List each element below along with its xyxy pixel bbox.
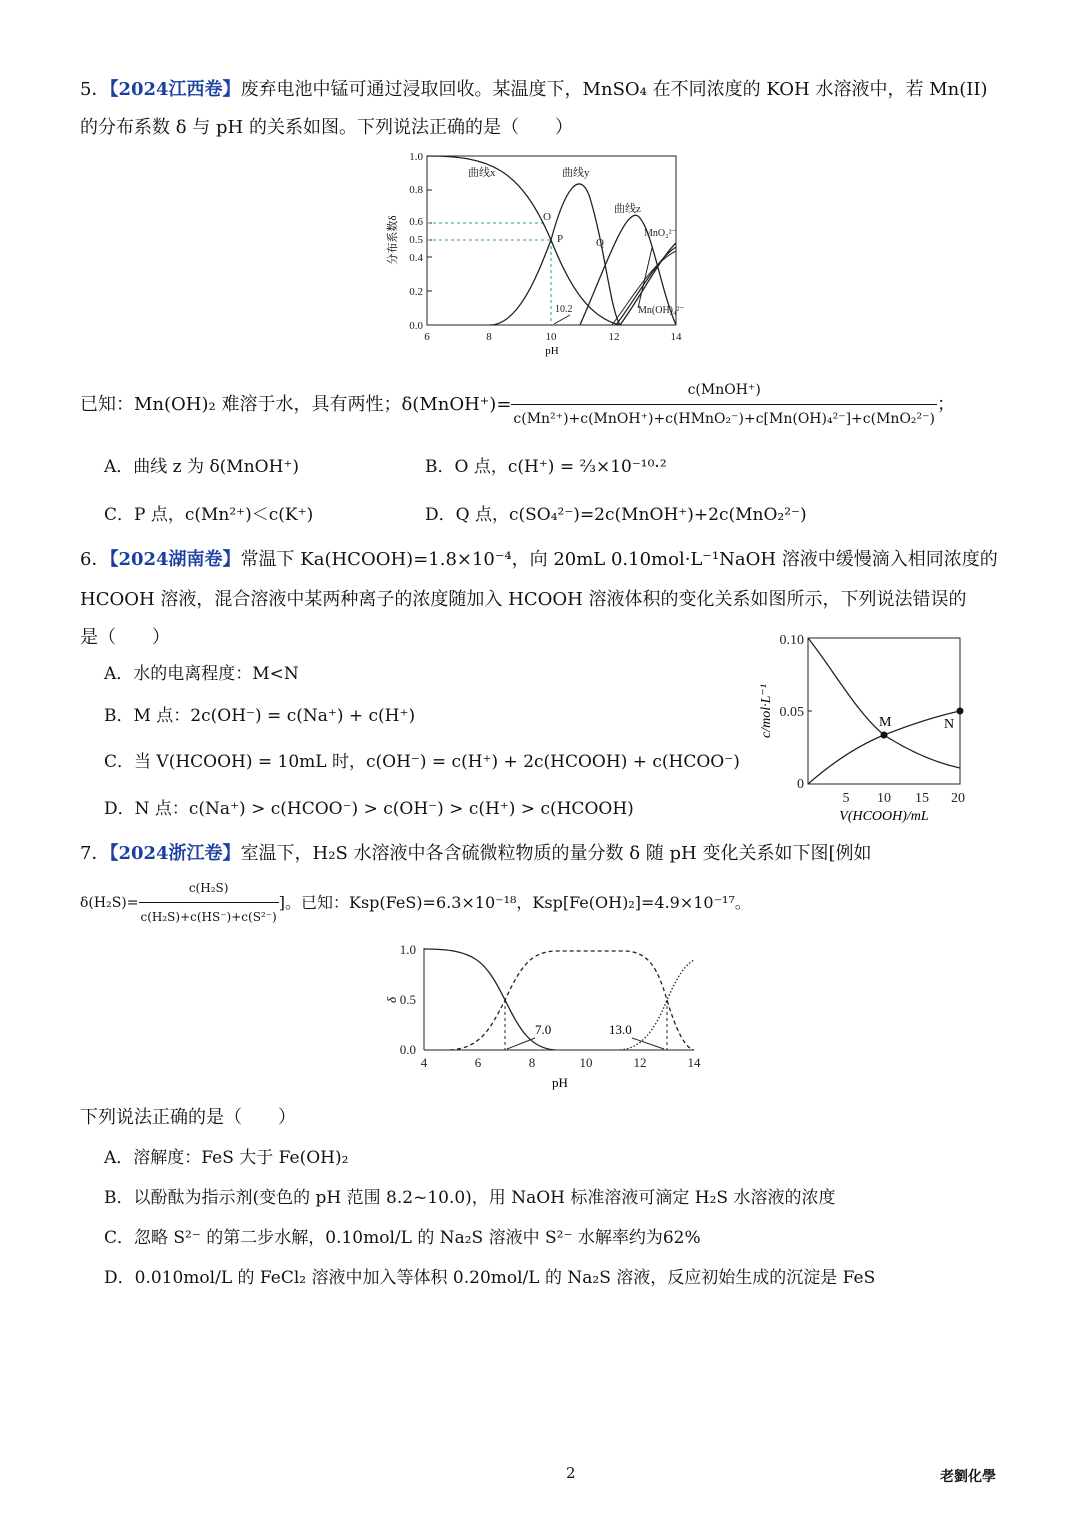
q5-known xyxy=(80,378,955,431)
q5-known-den: c(Mn²⁺)+c(MnOH⁺)+c(HMnO₂⁻)+c[Mn(OH)₄²⁻]+c(MnO₂²⁻) xyxy=(511,404,937,431)
q5-stem-line2: 的分布系数 δ 与 pH 的关系如图。下列说法正确的是（ ） xyxy=(80,117,573,138)
q7-def-fraction xyxy=(139,876,279,929)
q7-option-b[interactable]: B．以酚酞为指示剂(变色的 pH 范围 8.2~10.0)，用 NaOH 标准溶液可滴定 H₂S 水溶液的浓度 xyxy=(104,1188,836,1208)
q5-known-num: c(MnOH⁺) xyxy=(687,382,761,398)
q5-known-fraction xyxy=(511,378,937,431)
q5-ytick-10: 1.0 xyxy=(409,151,423,163)
q7-option-d[interactable]: D．0.010mol/L 的 FeCl₂ 溶液中加入等体积 0.20mol/L 的 Na₂S 溶液，反应初始生成的沉淀是 FeS xyxy=(104,1268,876,1288)
q5-option-c[interactable]: C．P 点，c(Mn²⁺)＜c(K⁺) xyxy=(104,505,314,525)
q5-label-mnoh4: Mn(OH)₄²⁻ xyxy=(638,305,685,316)
footer-brand: 老劉化學 xyxy=(940,1469,996,1485)
q6-xlabel: V(HCOOH)/mL xyxy=(839,809,929,824)
q7-ytick-10: 1.0 xyxy=(399,942,416,957)
q6-option-c[interactable]: C．当 V(HCOOH) = 10mL 时，c(OH⁻) = c(H⁺) + 2c(HCOOH) + c(HCOO⁻) xyxy=(104,752,740,772)
q7-source: 【2024浙江卷】 xyxy=(109,843,241,864)
q6-option-d[interactable]: D．N 点：c(Na⁺) > c(HCOO⁻) > c(OH⁻) > c(H⁺) > c(HCOOH) xyxy=(104,799,634,819)
q6-xtick-15: 15 xyxy=(915,791,929,806)
q7-arrow-13 xyxy=(632,1038,664,1049)
q7-def-den: c(H₂S)+c(HS⁻)+c(S²⁻) xyxy=(139,902,279,929)
q5-option-d[interactable]: D．Q 点，c(SO₄²⁻)=2c(MnOH⁺)+2c(MnO₂²⁻) xyxy=(425,505,807,525)
q7-ytick-05: 0.5 xyxy=(399,992,416,1007)
q5-label-y: 曲线y xyxy=(562,167,590,179)
q5-option-b[interactable]: B．O 点，c(H⁺) = ⅔×10⁻¹⁰·² xyxy=(425,457,667,477)
q7-xtick-6: 6 xyxy=(474,1055,482,1070)
q7-def-prefix: δ(H₂S)= xyxy=(80,894,139,911)
q6-point-n: N xyxy=(944,717,955,732)
q5-label-x: 曲线x xyxy=(468,167,496,179)
q6-chart xyxy=(752,628,982,828)
q6-point-m-dot xyxy=(881,732,888,739)
q5-number: 5． xyxy=(80,79,110,100)
q5-ytick-02: 0.2 xyxy=(409,286,423,298)
q5-stem1: 废弃电池中锰可通过浸取回收。某温度下，MnSO₄ 在不同浓度的 KOH 水溶液中，若 Mn(II) xyxy=(240,79,988,100)
q6-xtick-5: 5 xyxy=(842,791,850,806)
q7-xtick-12: 12 xyxy=(633,1055,647,1070)
q5-stem-line1 xyxy=(80,78,987,102)
q7-xtick-10: 10 xyxy=(579,1055,593,1070)
q7-stem-line2: 下列说法正确的是（ ） xyxy=(80,1107,296,1128)
q6-option-a[interactable]: A．水的电离程度：M<N xyxy=(104,664,299,684)
q5-source: 【2024江西卷】 xyxy=(109,79,241,100)
q5-guide-lines xyxy=(427,223,551,325)
q6-stem-line3: 是（ ） xyxy=(80,627,170,648)
q7-annotation-13: 13.0 xyxy=(609,1022,632,1037)
q5-point-Q: Q xyxy=(596,237,604,249)
q5-known-prefix: 已知：Mn(OH)₂ 难溶于水，具有两性；δ(MnOH⁺)= xyxy=(80,393,512,415)
q5-ytick-0: 0.0 xyxy=(409,320,423,332)
q7-definition xyxy=(80,876,751,929)
q6-stem-line2: HCOOH 溶液，混合溶液中某两种离子的浓度随加入 HCOOH 溶液体积的变化关系如图所示，下列说法错误的 xyxy=(80,589,967,610)
q5-annotation: 10.2 xyxy=(555,304,573,315)
q6-ylabel: c/mol·L⁻¹ xyxy=(759,684,774,738)
q6-ytick-0: 0 xyxy=(797,777,804,792)
q5-ytick-05: 0.5 xyxy=(409,234,423,246)
q5-option-a[interactable]: A．曲线 z 为 δ(MnOH⁺) xyxy=(104,457,300,477)
q5-xtick-12: 12 xyxy=(608,331,620,343)
q6-ytick-010: 0.10 xyxy=(779,633,804,648)
q5-point-P: P xyxy=(557,233,564,245)
q5-ylabel: 分布系数δ xyxy=(387,215,399,265)
q7-number: 7． xyxy=(80,843,110,864)
q5-ytick-04: 0.4 xyxy=(409,252,423,264)
q7-ytick-0: 0.0 xyxy=(399,1042,416,1057)
q7-def-num: c(H₂S) xyxy=(188,881,229,895)
q7-xtick-14: 14 xyxy=(687,1055,701,1070)
q5-xtick-8: 8 xyxy=(486,331,492,343)
q7-annotation-7: 7.0 xyxy=(535,1022,552,1037)
q7-curve-hs xyxy=(450,951,694,1050)
q5-label-z: 曲线z xyxy=(614,203,641,215)
q6-option-b[interactable]: B．M 点：2c(OH⁻) = c(Na⁺) + c(H⁺) xyxy=(104,706,416,726)
q5-ytick-06: 0.6 xyxy=(409,216,423,228)
q5-xtick-10: 10 xyxy=(545,331,557,343)
page-number: 2 xyxy=(566,1464,576,1482)
q6-stem-line1 xyxy=(80,548,998,572)
q6-point-n-dot xyxy=(957,708,964,715)
q7-option-a[interactable]: A．溶解度：FeS 大于 Fe(OH)₂ xyxy=(104,1148,349,1168)
q5-xtick-14: 14 xyxy=(670,331,682,343)
q7-stem-line1 xyxy=(80,842,872,866)
q7-ylabel: δ xyxy=(384,996,399,1004)
q6-point-m: M xyxy=(879,715,892,730)
q7-xtick-4: 4 xyxy=(420,1055,428,1070)
q6-number: 6． xyxy=(80,549,110,570)
q7-xtick-8: 8 xyxy=(528,1055,536,1070)
q7-option-c[interactable]: C．忽略 S²⁻ 的第二步水解，0.10mol/L 的 Na₂S 溶液中 S²⁻ 水解率约为62% xyxy=(104,1228,701,1248)
q7-guide-lines xyxy=(505,1000,667,1050)
q5-label-mno2: MnO₂²⁻ xyxy=(644,228,677,239)
q5-ytick-08: 0.8 xyxy=(409,184,423,196)
q5-xlabel: pH xyxy=(545,345,559,357)
q7-stem1: 室温下，H₂S 水溶液中各含硫微粒物质的量分数 δ 随 pH 变化关系如下图[例如 xyxy=(240,843,872,864)
q6-xtick-20: 20 xyxy=(951,791,965,806)
q5-chart xyxy=(380,148,700,360)
q5-known-end: ； xyxy=(937,393,955,415)
q7-def-end: ]。已知：Ksp(FeS)=6.3×10⁻¹⁸，Ksp[Fe(OH)₂]=4.9×10⁻¹⁷。 xyxy=(278,892,751,912)
q6-curve-oh xyxy=(808,638,960,768)
q7-chart xyxy=(380,930,710,1095)
q6-ytick-005: 0.05 xyxy=(779,705,804,720)
q5-annotation-arrow xyxy=(554,315,570,324)
q6-stem1: 常温下 Ka(HCOOH)=1.8×10⁻⁴，向 20mL 0.10mol·L⁻¹NaOH 溶液中缓慢滴入相同浓度的 xyxy=(240,549,998,570)
q7-xlabel: pH xyxy=(552,1075,568,1090)
q5-xtick-6: 6 xyxy=(424,331,430,343)
q5-point-O: O xyxy=(543,211,551,223)
q7-arrow-7 xyxy=(507,1038,535,1049)
q6-source: 【2024湖南卷】 xyxy=(109,549,241,570)
q6-xtick-10: 10 xyxy=(877,791,891,806)
